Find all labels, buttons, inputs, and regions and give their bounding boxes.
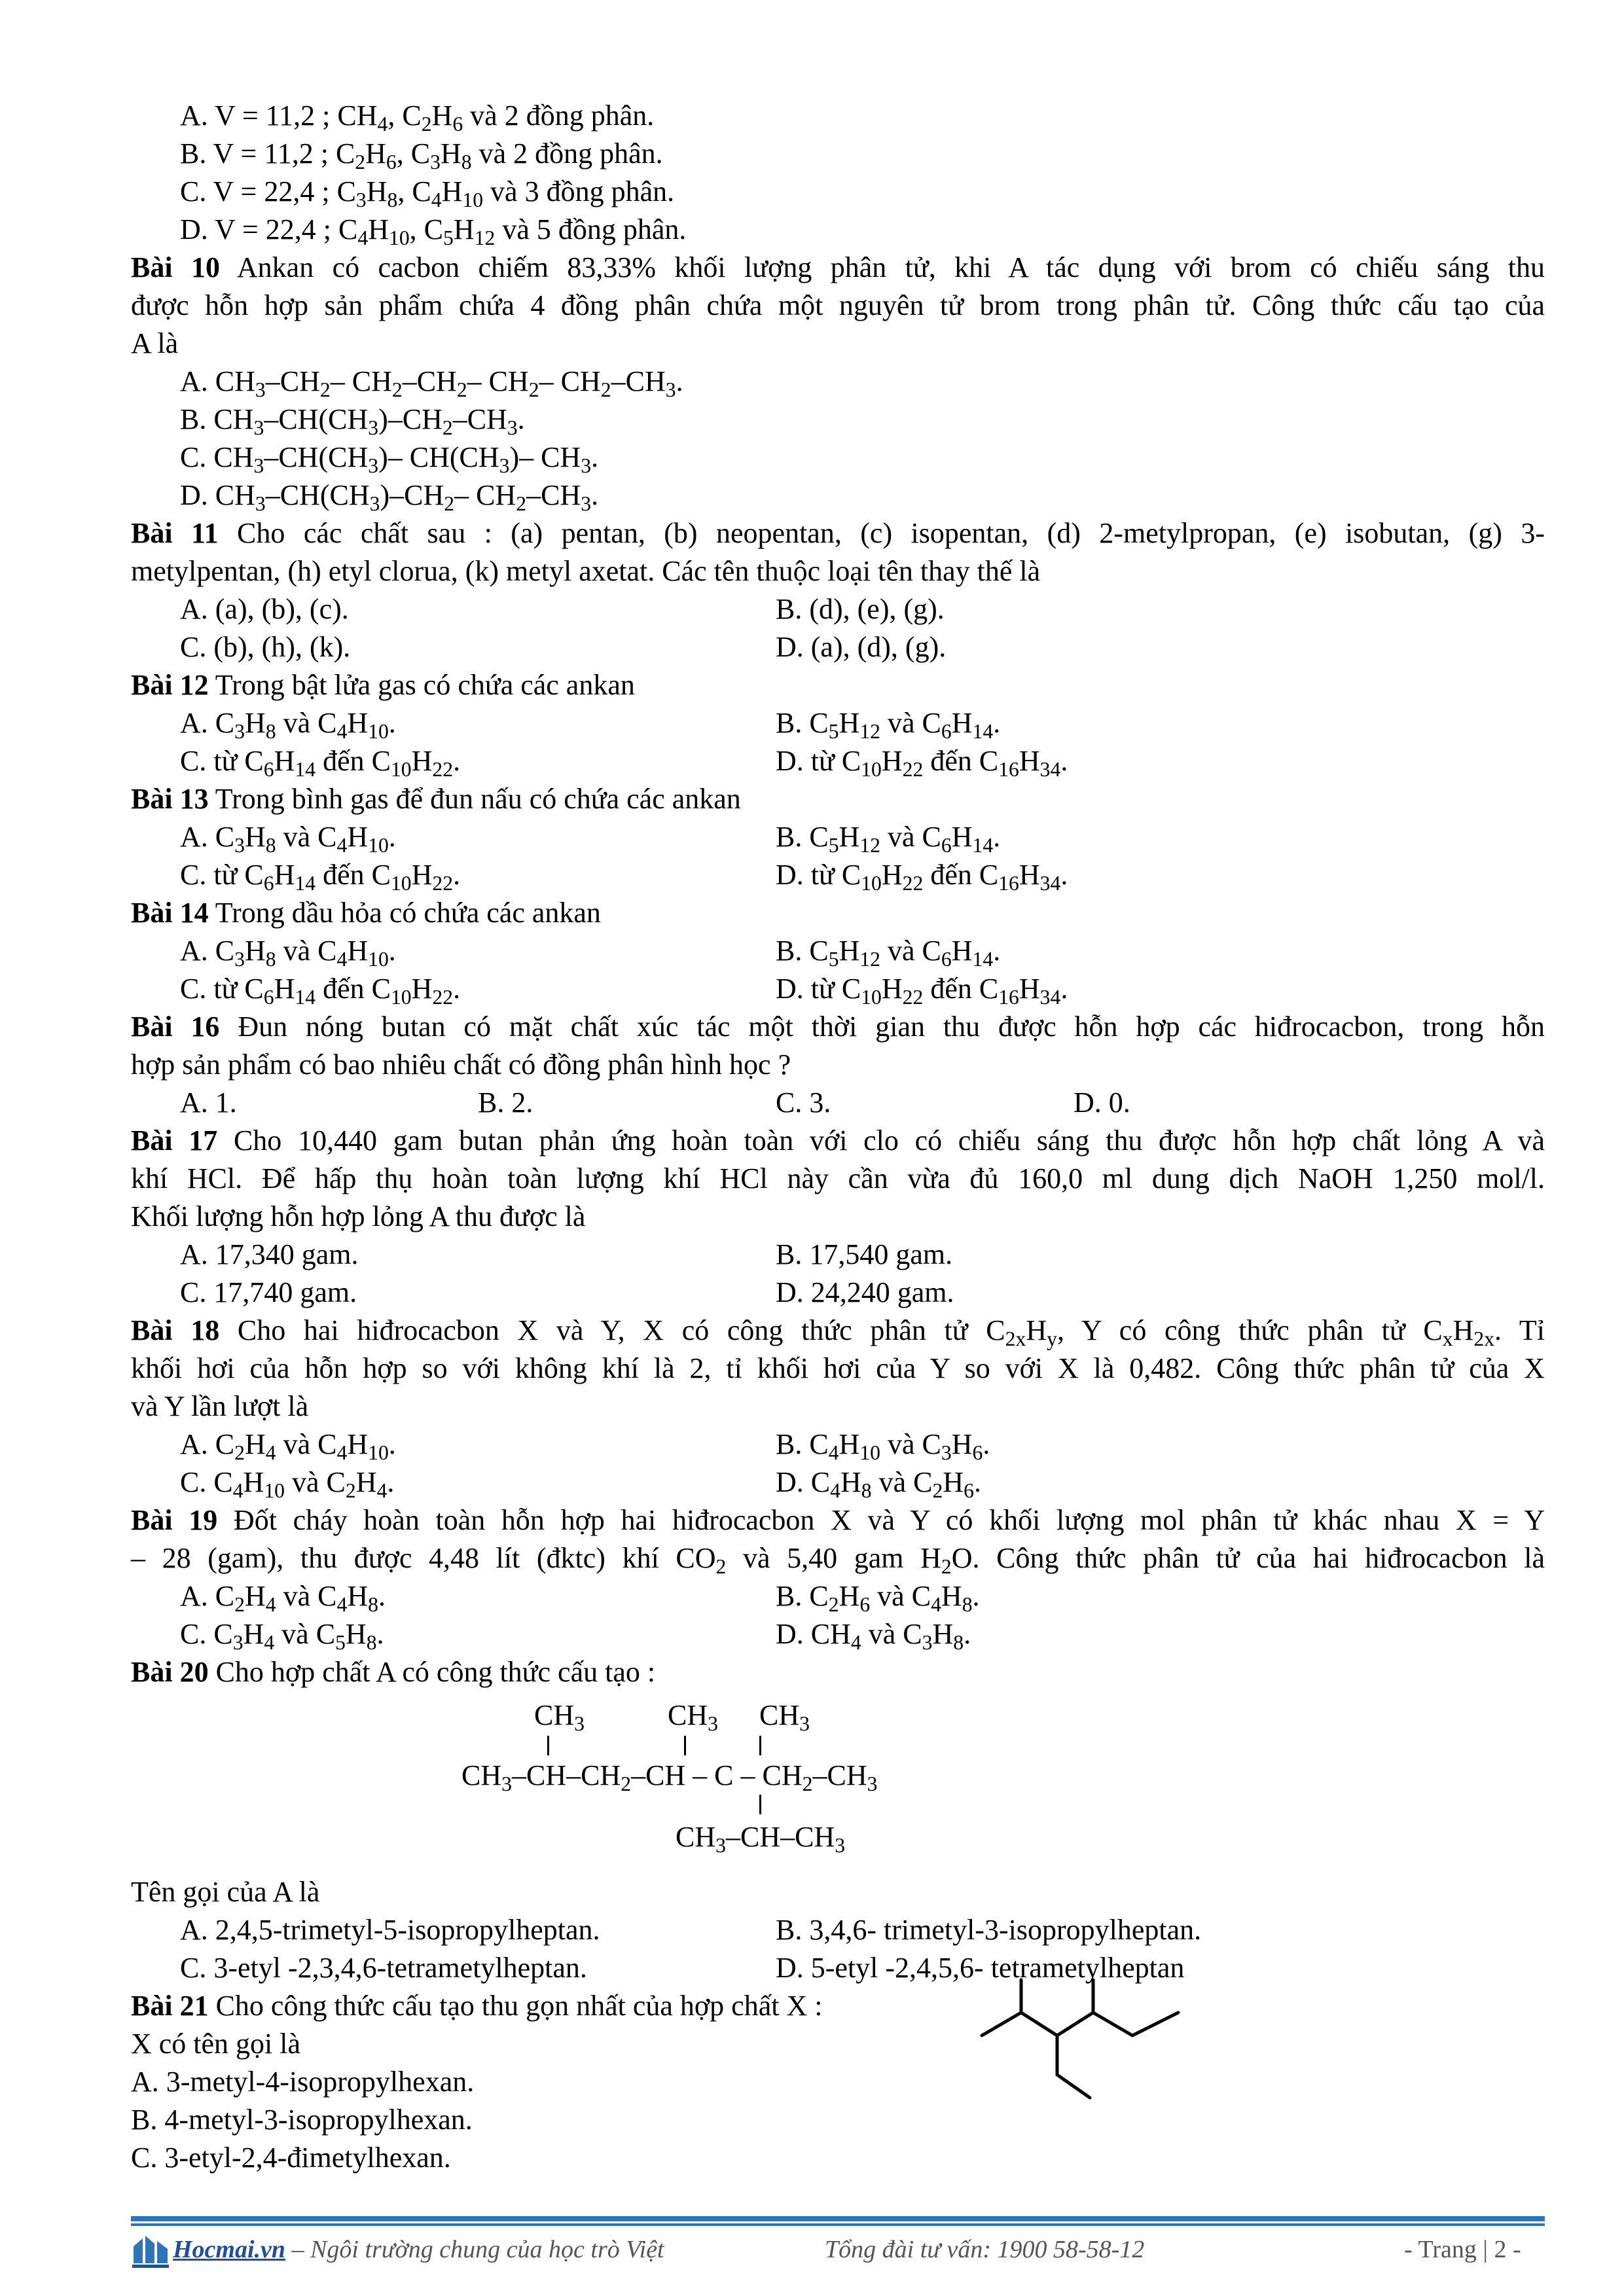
q13-option-c: C. từ $C_6H_{14}$ đến $C_{10}H_{22}$. bbox=[180, 859, 461, 895]
q11-option-b: B. (d), (e), (g). bbox=[776, 593, 945, 625]
q18-question-line2: khối hơi của hỗn hợp so với không khí là 2, tỉ khối hơi của Y so với X là 0,482. Công thức phân tử của X bbox=[131, 1352, 1545, 1384]
q20-question: Bài 20 Cho hợp chất A có công thức cấu tạo : bbox=[131, 1656, 656, 1688]
q19-question-line2: – 28 (gam), thu được 4,48 lít (đktc) khí $CO_2$ và 5,40 gam $H_2O$. Công thức phân tử của hai hiđrocacbon là bbox=[131, 1542, 1545, 1578]
q20-isopropyl: $CH_3-CH-CH_3$ bbox=[676, 1821, 846, 1857]
q17-option-b: B. 17,540 gam. bbox=[776, 1238, 953, 1270]
q9-option-a: A. V = 11,2 ; $CH_4$, $C_2H_6$ và 2 đồng phân. bbox=[180, 99, 655, 135]
q17-question-line3: Khối lượng hỗn hợp lỏng A thu được là bbox=[131, 1200, 586, 1232]
q21-option-b: B. 4-metyl-3-isopropylhexan. bbox=[131, 2104, 473, 2136]
q18-question-line1: Bài 18 Cho hai hiđrocacbon X và Y, X có công thức phân tử $C_{2x}H_y$, Y có công thức phân tử $C_xH_{2x}$. Tỉ bbox=[131, 1314, 1545, 1350]
q17-option-a: A. 17,340 gam. bbox=[180, 1238, 359, 1270]
q20-bond-1 bbox=[547, 1736, 549, 1755]
footer-hotline: Tổng đài tư vấn: 1900 58-58-12 bbox=[825, 2236, 1145, 2263]
q20-main-chain: $CH_3-CH-CH_2-CH$ – C – $CH_2-CH_3$ bbox=[461, 1759, 878, 1795]
q12-question: Bài 12 Trong bật lửa gas có chứa các ankan bbox=[131, 669, 635, 701]
q13-option-b: B. $C_5H_{12}$ và $C_6H_{14}$. bbox=[776, 821, 1001, 857]
q13-option-d: D. từ $C_{10}H_{22}$ đến $C_{16}H_{34}$. bbox=[776, 859, 1068, 895]
q20-bond-3 bbox=[759, 1736, 761, 1755]
q10-option-a: A. $CH_3-CH_2-$ $CH_2-CH_2-$ $CH_2-$ $CH_2-CH_3$. bbox=[180, 365, 683, 401]
q16-question-line2: hợp sản phẩm có bao nhiêu chất có đồng phân hình học ? bbox=[131, 1049, 791, 1081]
q18-option-c: C. $C_4H_{10}$ và $C_2H_4$. bbox=[180, 1466, 395, 1502]
q21-option-c: C. 3-etyl-2,4-đimetylhexan. bbox=[131, 2142, 451, 2174]
footer-page-number: - Trang | 2 - bbox=[1404, 2236, 1521, 2263]
q21-ask: X có tên gọi là bbox=[131, 2028, 301, 2060]
q12-option-a: A. $C_3H_8$ và $C_4H_{10}$. bbox=[180, 707, 396, 743]
q12-option-b: B. $C_5H_{12}$ và $C_6H_{14}$. bbox=[776, 707, 1001, 743]
q21-skeletal-structure bbox=[969, 1977, 1204, 2121]
q11-question-line2: metylpentan, (h) etyl clorua, (k) metyl axetat. Các tên thuộc loại tên thay thế là bbox=[131, 555, 1041, 587]
q10-question-line2: được hỗn hợp sản phẩm chứa 4 đồng phân chứa một nguyên tử brom trong phân tử. Công thức cấu tạo của bbox=[131, 289, 1545, 321]
q18-option-b: B. $C_4H_{10}$ và $C_3H_6$. bbox=[776, 1428, 990, 1464]
q17-question-line2: khí HCl. Để hấp thụ hoàn toàn lượng khí HCl này cần vừa đủ 160,0 ml dung dịch NaOH 1,250 mol/l. bbox=[131, 1162, 1545, 1194]
footer-left: Hocmai.vn – Ngôi trường chung của học trò Việt bbox=[173, 2236, 664, 2263]
q13-question: Bài 13 Trong bình gas để đun nấu có chứa các ankan bbox=[131, 783, 741, 815]
q11-option-a: A. (a), (b), (c). bbox=[180, 593, 349, 625]
q19-question-line1: Bài 19 Đốt cháy hoàn toàn hỗn hợp hai hiđrocacbon X và Y có khối lượng mol phân tử khác nhau X = Y bbox=[131, 1504, 1545, 1536]
q18-option-d: D. $C_4H_8$ và $C_2H_6$. bbox=[776, 1466, 981, 1502]
q17-question-line1: Bài 17 Cho 10,440 gam butan phản ứng hoàn toàn với clo có chiếu sáng thu được hỗn hợp chất lỏng A và bbox=[131, 1124, 1545, 1157]
q20-branch-ch3-1: $CH_3$ bbox=[534, 1699, 585, 1735]
q19-option-a: A. $C_2H_4$ và $C_4H_8$. bbox=[180, 1580, 386, 1616]
q9-option-c: C. V = 22,4 ; $C_3H_8$, $C_4H_{10}$ và 3 đồng phân. bbox=[180, 175, 675, 211]
q10-question-line1: Bài 10 Ankan có cacbon chiếm 83,33% khối lượng phân tử, khi A tác dụng với brom có chiếu sáng thu bbox=[131, 251, 1545, 283]
q19-option-d: D. $CH_4$ và $C_3H_8$. bbox=[776, 1618, 971, 1654]
q20-bond-4 bbox=[759, 1795, 761, 1814]
q20-option-b: B. 3,4,6- trimetyl-3-isopropylheptan. bbox=[776, 1914, 1202, 1946]
q11-question-line1: Bài 11 Cho các chất sau : (a) pentan, (b) neopentan, (c) isopentan, (d) 2-metylpropan, (e) isobutan, (g) 3- bbox=[131, 517, 1545, 549]
q20-option-c: C. 3-etyl -2,3,4,6-tetrametylheptan. bbox=[180, 1952, 587, 1984]
q20-bond-2 bbox=[684, 1736, 686, 1755]
q18-question-line3: và Y lần lượt là bbox=[131, 1390, 309, 1422]
q11-option-c: C. (b), (h), (k). bbox=[180, 631, 351, 663]
q12-option-d: D. từ $C_{10}H_{22}$ đến $C_{16}H_{34}$. bbox=[776, 745, 1068, 781]
q12-option-c: C. từ $C_6H_{14}$ đến $C_{10}H_{22}$. bbox=[180, 745, 461, 781]
q9-option-d: D. V = 22,4 ; $C_4H_{10}$, $C_5H_{12}$ và 5 đồng phân. bbox=[180, 213, 687, 249]
q16-option-b: B. 2. bbox=[478, 1086, 533, 1119]
q14-option-d: D. từ $C_{10}H_{22}$ đến $C_{16}H_{34}$. bbox=[776, 973, 1068, 1009]
q20-branch-ch3-3: $CH_3$ bbox=[759, 1699, 810, 1735]
q16-option-d: D. 0. bbox=[1074, 1086, 1130, 1119]
q20-option-a: A. 2,4,5-trimetyl-5-isopropylheptan. bbox=[180, 1914, 600, 1946]
q21-question: Bài 21 Cho công thức cấu tạo thu gọn nhất của hợp chất X : bbox=[131, 1990, 823, 2022]
q14-option-a: A. $C_3H_8$ và $C_4H_{10}$. bbox=[180, 935, 396, 971]
q16-question-line1: Bài 16 Đun nóng butan có mặt chất xúc tác một thời gian thu được hỗn hợp các hiđrocacbon, trong hỗn bbox=[131, 1011, 1545, 1043]
q9-option-b: B. V = 11,2 ; $C_2H_6$, $C_3H_8$ và 2 đồng phân. bbox=[180, 137, 663, 173]
q13-option-a: A. $C_3H_8$ và $C_4H_{10}$. bbox=[180, 821, 396, 857]
q20-option-d: D. 5-etyl -2,4,5,6- tetrametylheptan bbox=[776, 1952, 1185, 1984]
q20-ask: Tên gọi của A là bbox=[131, 1876, 320, 1908]
footer-divider bbox=[131, 2216, 1545, 2227]
q17-option-d: D. 24,240 gam. bbox=[776, 1276, 954, 1308]
q19-option-c: C. $C_3H_4$ và $C_5H_8$. bbox=[180, 1618, 384, 1654]
q20-branch-ch3-2: $CH_3$ bbox=[668, 1699, 718, 1735]
q14-option-b: B. $C_5H_{12}$ và $C_6H_{14}$. bbox=[776, 935, 1001, 971]
q21-option-a: A. 3-metyl-4-isopropylhexan. bbox=[131, 2066, 475, 2098]
q14-question: Bài 14 Trong dầu hỏa có chứa các ankan bbox=[131, 897, 601, 929]
q14-option-c: C. từ $C_6H_{14}$ đến $C_{10}H_{22}$. bbox=[180, 973, 461, 1009]
q17-option-c: C. 17,740 gam. bbox=[180, 1276, 357, 1308]
q19-option-b: B. $C_2H_6$ và $C_4H_8$. bbox=[776, 1580, 980, 1616]
q16-option-a: A. 1. bbox=[180, 1086, 237, 1119]
q10-option-d: D. $CH_3-CH(CH_3)-CH_2-$ $CH_2-CH_3$. bbox=[180, 479, 599, 515]
q16-option-c: C. 3. bbox=[776, 1086, 831, 1119]
q11-option-d: D. (a), (d), (g). bbox=[776, 631, 947, 663]
footer-site-link[interactable]: Hocmai.vn bbox=[173, 2236, 286, 2263]
q18-option-a: A. $C_2H_4$ và $C_4H_{10}$. bbox=[180, 1428, 396, 1464]
q10-option-c: C. $CH_3-CH(CH_3)-$ $CH(CH_3)-$ $CH_3$. bbox=[180, 441, 599, 477]
hocmai-logo-icon bbox=[131, 2232, 170, 2269]
q10-option-b: B. $CH_3-CH(CH_3)-CH_2-CH_3$. bbox=[180, 403, 525, 439]
q10-question-line3: A là bbox=[131, 327, 179, 359]
